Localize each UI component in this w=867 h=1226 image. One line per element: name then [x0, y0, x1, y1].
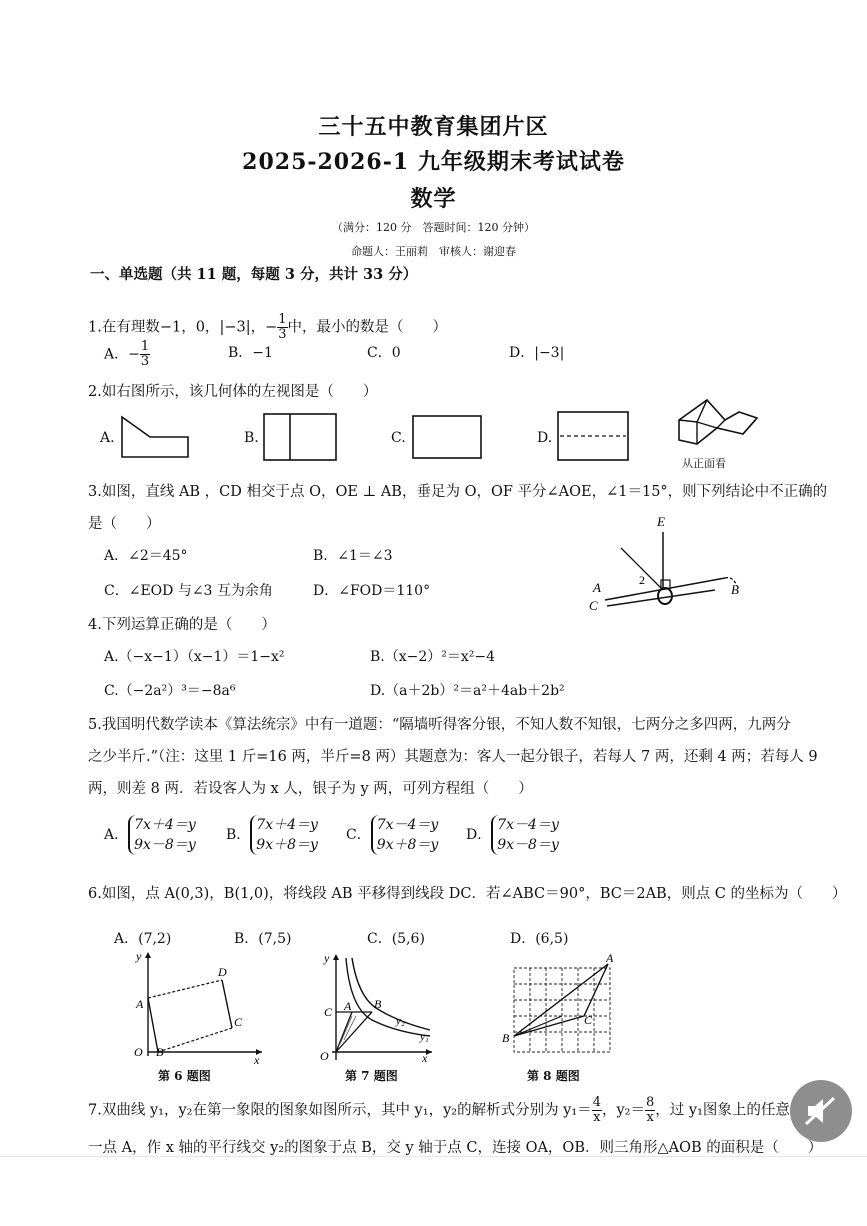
question-5-line1: 5.我国明代数学读本《算法统宗》中有一道题：“隔墙听得客分银，不知人数不知银，七两分之多四两，九两分	[88, 717, 791, 733]
q2-option-b-shape	[262, 412, 338, 462]
fig8-label-b: B	[502, 1031, 510, 1045]
figure-8-caption: 第 8 题图	[527, 1069, 580, 1083]
fig7-label-c: C	[324, 1005, 333, 1019]
q1-option-c: C．0	[367, 345, 401, 361]
q6-option-c: C．(5,6)	[367, 931, 425, 947]
fig6-label-c: C	[234, 1015, 243, 1029]
figure-6	[126, 948, 266, 1064]
question-7-line1: 7.双曲线 y₁，y₂在第一象限的图象如图所示，其中 y₁，y₂的解析式分别为 y₁＝ $\frac{4}{x}$ ，y₂＝ $\frac{8}{x}$ ，过 y₁图象上的任意	[88, 1095, 790, 1125]
q3-figure	[585, 512, 755, 618]
fig7-label-b: B	[374, 997, 382, 1011]
question-1	[88, 313, 447, 342]
q3-label-e: E	[657, 514, 665, 529]
exam-authors: 命题人：王丽莉 审核人：谢迎春	[351, 245, 516, 258]
q6-option-a: A．(7,2)	[114, 931, 172, 947]
speaker-button[interactable]	[790, 1080, 852, 1142]
fig7-label-o: O	[320, 1049, 329, 1063]
question-5-line3: 两，则差 8 两．若设客人为 x 人，银子为 y 两，可列方程组（ ）	[88, 781, 533, 797]
section-heading: 一、单选题（共 11 题，每题 3 分，共计 33 分）	[90, 266, 418, 283]
q1-fraction: $\frac{1}{3}$	[278, 312, 287, 342]
q5-option-d: D．7x－4＝y 9x－8＝y	[466, 817, 559, 853]
q2-label-a: A.	[100, 430, 115, 446]
q5-option-c: C．7x－4＝y 9x＋8＝y	[346, 817, 439, 853]
question-4: 4.下列运算正确的是（ ）	[88, 617, 276, 633]
q2-solid-figure	[673, 392, 761, 452]
q3-label-2: 2	[639, 573, 645, 587]
fig7-label-y: y	[324, 951, 330, 965]
exam-title: 2025-2026-1 九年级期末考试试卷	[242, 149, 625, 175]
q5-option-b: B．7x＋4＝y 9x＋8＝y	[226, 817, 318, 853]
question-5-line2: 之少半斤.”（注：这里 1 斤=16 两，半斤=8 两）其题意为：客人一起分银子，若每人 7 两，还剩 4 两；若每人 9	[88, 749, 818, 765]
q1-post: 中，最小的数是（ ）	[287, 319, 448, 336]
q2-label-b: B.	[244, 430, 259, 446]
q4-option-d: D.（a＋2b）²＝a²＋4ab＋2b²	[370, 683, 565, 699]
figure-6-caption: 第 6 题图	[158, 1069, 211, 1083]
q2-label-c: C.	[391, 430, 406, 446]
fig6-label-x: x	[254, 1053, 260, 1064]
q3-option-a: A．∠2＝45°	[104, 548, 188, 564]
q4-option-c: C.（−2a²）³＝−8a⁶	[104, 683, 236, 699]
fig6-label-o: O	[134, 1045, 143, 1059]
figure-7	[312, 948, 436, 1064]
q2-label-d: D.	[537, 430, 553, 446]
figure-8	[500, 952, 624, 1062]
q4-option-a: A.（−x−1）（x−1）＝1−x²	[104, 649, 285, 665]
question-2: 2.如右图所示，该几何体的左视图是（ ）	[88, 384, 378, 400]
figure-7-caption: 第 7 题图	[345, 1069, 398, 1083]
fig8-label-a: A	[606, 952, 614, 965]
q3-label-c: C	[589, 598, 598, 613]
q6-option-b: B．(7,5)	[234, 931, 292, 947]
subject-title: 数学	[410, 186, 457, 212]
q1-mid: ，−	[250, 319, 278, 336]
q3-label-b: B	[731, 582, 739, 597]
q1-abs: |−3|	[219, 319, 251, 336]
exam-meta: （满分：120 分 答题时间：120 分钟）	[332, 221, 535, 234]
bottom-divider	[0, 1156, 867, 1157]
fig7-label-y1: y₁	[420, 1031, 429, 1043]
q1-option-a: A．− $\frac{1}{3}$	[104, 339, 150, 369]
fig6-label-b: B	[156, 1045, 164, 1059]
fig8-label-c: C	[584, 1013, 593, 1027]
q6-option-d: D．(6,5)	[510, 931, 569, 947]
q5-option-a: A．7x＋4＝y 9x－8＝y	[104, 817, 196, 853]
q2-option-a-shape	[120, 415, 192, 461]
fig7-label-x: x	[422, 1051, 428, 1064]
q1-option-d: D．|−3|	[509, 345, 565, 361]
fig6-label-d: D	[218, 965, 227, 979]
fig7-label-a: A	[344, 999, 352, 1013]
q1-pre: 1.在有理数−1，0，	[88, 319, 220, 336]
question-7-line2: 一点 A，作 x 轴的平行线交 y₂的图象于点 B，交 y 轴于点 C，连接 OA，OB．则三角形△AOB 的面积是（ ）	[88, 1140, 823, 1156]
speaker-muted-icon	[804, 1096, 838, 1126]
q2-option-d-shape	[556, 410, 630, 462]
question-3-line1: 3.如图，直线 AB ，CD 相交于点 O，OE ⊥ AB，垂足为 O，OF 平分∠AOE，∠1＝15°，则下列结论中不正确的	[88, 484, 828, 500]
q3-label-a: A	[593, 580, 601, 595]
q2-option-c-shape	[411, 414, 483, 460]
q3-option-b: B．∠1＝∠3	[313, 548, 393, 564]
q3-option-c: C．∠EOD 与∠3 互为余角	[104, 583, 273, 599]
fig6-label-y: y	[136, 949, 142, 963]
fig7-label-y2: y₂	[396, 1015, 405, 1027]
fig6-label-a: A	[136, 997, 144, 1011]
question-3-line2: 是（ ）	[88, 516, 161, 532]
school-title: 三十五中教育集团片区	[318, 114, 549, 140]
question-6: 6.如图，点 A(0,3)，B(1,0)，将线段 AB 平移得到线段 DC．若∠ABC＝90°，BC＝2AB，则点 C 的坐标为（ ）	[88, 886, 847, 902]
q4-option-b: B.（x−2）²＝x²−4	[370, 649, 496, 665]
q1-option-b: B．−1	[228, 345, 273, 361]
q3-option-d: D．∠FOD＝110°	[313, 583, 431, 599]
q2-figure-caption: 从正面看	[682, 457, 726, 470]
